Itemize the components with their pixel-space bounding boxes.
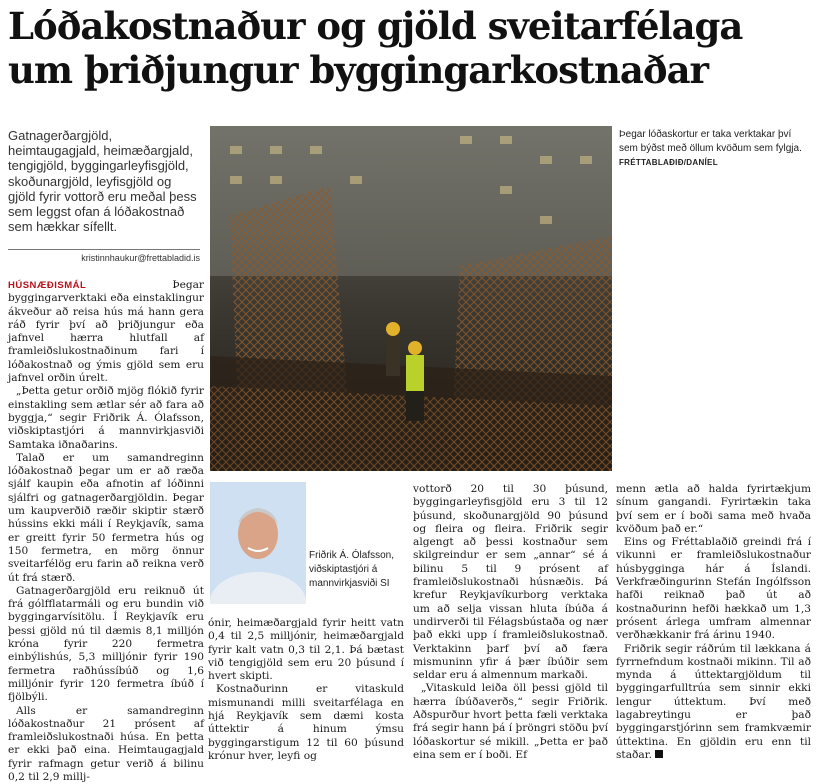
paragraph: Talað er um samandreginn lóðakostnað þegar um er að ræða sjálf kaupin eða afnotin af lóðinni sjálfri og gatnagerðargjöldin. Þegar um kaupverðið ræðir skiptir stærð hússins ekki máli í Reykjavík, sama er greitt fyrir 50 fermetra hús og 150 fermetra, en mörg önnur sveitarfélög eru farin að reikna verð út frá stærð. <box>8 452 204 585</box>
construction-photo <box>210 126 612 471</box>
byline-email: kristinnhaukur@frettabladid.is <box>8 253 200 263</box>
portrait-photo <box>210 482 306 604</box>
paragraph: „Þetta getur orðið mjög flókið fyrir einstakling sem ætlar sér að fara að byggja,“ segir Friðrik Á. Ólafsson, viðskiptastjóri á mannvirkjasviði Samtaka iðnaðarins. <box>8 385 204 451</box>
body-column-3 <box>413 483 608 762</box>
body-column-1 <box>8 279 204 784</box>
paragraph: vottorð 20 til 30 þúsund, byggingarleyfisgjöld eru 3 til 12 þúsund, skoðunargjöld 90 þúsund og fleira og fleira. Friðrik segir algengt að þessi kostnaður sem skilgreindur er sem „annar“ sé á bilinu 5 til 9 prósent af framleiðslukostnaði húsnæðis. Þá krefur Reykjavíkurborg verktaka um að selja vissan hluta íbúða á undirverði til Félagsbústaða og nær það ekki upp í framleiðslukostnað. Verktakinn þarf því að færa mismuninn yfir á þær íbúðir sem seldar eru á almennum markaði. <box>413 483 608 682</box>
paragraph: Kostnaðurinn er vitaskuld mismunandi milli sveitarfélaga en hjá Reykjavík sem dæmi kosta úttektir á hinum ýmsu byggingarstigum 12 til 60 þúsund krónur hver, leyfi og <box>208 683 404 763</box>
photo-caption-text: Þegar lóðaskortur er taka verktakar því sem býðst með öllum kvöðum sem fylgja. <box>619 129 802 154</box>
section-kicker: HÚSNÆÐISMÁL <box>8 280 86 291</box>
paragraph: Gatnagerðargjöld eru reiknuð út frá gólfflatarmáli og eru bundin við byggingarvísitölu. Í Reykjavík eru þessi gjöld nú til dæmis 8,1 milljón króna fyrir 220 fermetra einbýlishús, 5,3 milljónir fyrir 190 fermetra raðhússíbúð og 1,6 milljónir fyrir 120 fermetra íbúð í fjölbýli. <box>8 585 204 705</box>
paragraph-text: Þegar byggingarverktaki eða einstaklingur ákveður að reisa hús má hann gera ráð fyrir því að þriðjungur eða jafnvel hærra hlutfall af framleiðslukostnaðinum fari í lóðakostnað og ýmis gjöld sem eru jafnvel orðin úrelt. <box>8 279 204 384</box>
byline-divider <box>8 249 200 250</box>
paragraph: „Vitaskuld leiða öll þessi gjöld til hærra íbúðaverðs,“ segir Friðrik. Aðspurður hvort þetta fæli verktaka frá segir hann þá í þröngri stöðu því lóðaskortur sé mikill. „Þetta er það eina sem er í boði. Ef <box>413 682 608 762</box>
portrait-illustration <box>210 482 306 604</box>
body-column-2 <box>208 617 404 763</box>
lead-paragraph: Gatnagerðargjöld, heimtaugagjald, heimæðargjald, tengigjöld, byggingarleyfisgjöld, skoðunargjöld, leyfisgjöld og gjöld fyrir vottorð eru meðal þess sem leggst ofan á lóðakostnað sem hækkar sífellt. <box>8 128 200 234</box>
headline: Lóðakostnaður og gjöld sveitarfélaga um þriðjungur byggingarkostnaðar <box>8 4 813 92</box>
paragraph: Alls er samandreginn lóðakostnaður 21 prósent af framleiðslukostnaði húsa. En þetta er ekki það eina. Heimtaugagjald fyrir rafmagn getur verið á bilinu 0,2 til 2,9 millj- <box>8 705 204 784</box>
paragraph-text: Friðrik segir ráðrúm til lækkana á fyrrnefndum kostnaði mikinn. Til að mynda á úttektargjöldum til byggingarfulltrúa sem sinnir ekki lengur úttektum. Því með lagabreytingu er það byggingarstjórinn sem framkvæmir úttektina. En gjöldin eru enn til staðar. <box>616 643 811 761</box>
photo-caption <box>619 128 809 170</box>
photo-credit: FRÉTTABLAÐIÐ/DANÍEL <box>619 156 809 170</box>
body-column-4 <box>616 483 811 762</box>
paragraph: Eins og Fréttablaðið greindi frá í vikunni er framleiðslukostnaður húsbyggingа hár á Íslandi. Verkfræðingurinn Stefán Ingólfsson hafði reiknað það út að kostnaðurinn hefði hækkað um 1,3 prósent árlega umfram almennar verðhækkanir frá árinu 1940. <box>616 536 811 642</box>
paragraph: ónir, heimæðargjald fyrir heitt vatn 0,4 til 2,5 milljónir, heimæðargjald fyrir kalt vatn 0,3 til 2,1. Þá bætast við tengigjöld sem eru 20 þúsund í hvert skipti. <box>208 617 404 683</box>
end-mark-icon <box>655 750 663 758</box>
construction-photo-illustration <box>210 126 612 471</box>
paragraph <box>8 279 204 385</box>
paragraph <box>616 643 811 763</box>
paragraph: menn ætla að halda fyrirtækjum sínum gangandi. Fyrirtækin taka því sem er í boði sama með hvaða kvöðum það er.“ <box>616 483 811 536</box>
portrait-caption: Friðrik Á. Ólafsson, viðskiptastjóri á mannvirkjasviði SI <box>309 549 405 591</box>
